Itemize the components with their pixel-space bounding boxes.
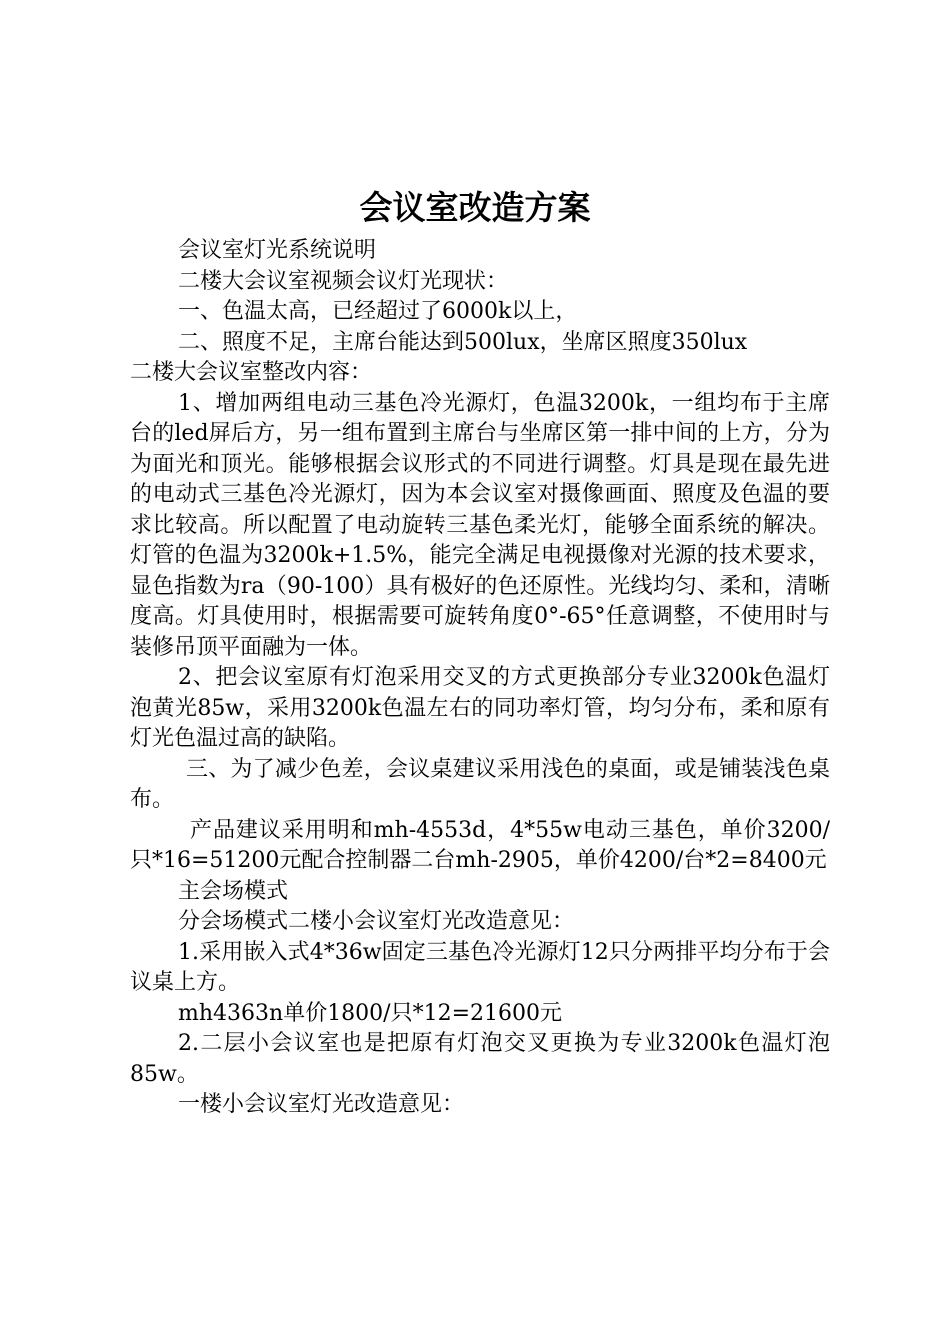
paragraph: 1、增加两组电动三基色冷光源灯，色温3200k，一组均布于主席台的led屏后方，另一组布置到主席台与坐席区第一排中间的上方，分为为面光和顶光。能够根据会议形式的不同进行调整。灯具是现在最先进的电动式三基色冷光源灯，因为本会议室对摄像画面、照度及色温的要求比较高。所以配置了电动旋转三基色柔光灯，能够全面系统的解决。灯管的色温为3200k+1.5%，能完全满足电视摄像对光源的技术要求，显色指数为ra（90-100）具有极好的色还原性。光线均匀、柔和，清晰度高。灯具使用时，根据需要可旋转角度0°-65°任意调整，不使用时与装修吊顶平面融为一体。 (130, 390, 830, 660)
paragraph: 二楼大会议室整改内容： (130, 360, 373, 385)
paragraph: 一楼小会议室灯光改造意见： (178, 1092, 465, 1117)
document-body (130, 236, 830, 1121)
paragraph: 二楼大会议室视频会议灯光现状： (178, 268, 509, 294)
paragraph: 1.采用嵌入式4*36w固定三基色冷光源灯12只分两排平均分布于会议桌上方。 (130, 939, 830, 995)
paragraph: 2、把会议室原有灯泡采用交叉的方式更换部分专业3200k色温灯泡黄光85w，采用3200k色温左右的同功率灯管，均匀分布，柔和原有灯光色温过高的缺陷。 (130, 665, 830, 751)
paragraph: 一、色温太高，已经超过了6000k以上， (178, 299, 578, 324)
paragraph: 二、照度不足，主席台能达到500lux，坐席区照度350lux (178, 329, 748, 355)
paragraph: 三、为了减少色差，会议桌建议采用浅色的桌面，或是铺装浅色桌布。 (130, 756, 830, 812)
paragraph: 主会场模式 (178, 878, 289, 904)
document-title: 会议室改造方案 (359, 188, 591, 227)
paragraph: 分会场模式二楼小会议室灯光改造意见： (178, 909, 575, 934)
paragraph: 2.二层小会议室也是把原有灯泡交叉更换为专业3200k色温灯泡85w。 (130, 1031, 830, 1087)
paragraph: 产品建议采用明和mh-4553d，4*55w电动三基色，单价3200/只*16=51200元配合控制器二台mh-2905，单价4200/台*2=8400元 (130, 817, 830, 873)
paragraph: 会议室灯光系统说明 (178, 238, 377, 263)
paragraph: mh4363n单价1800/只*12=21600元 (178, 1000, 563, 1026)
